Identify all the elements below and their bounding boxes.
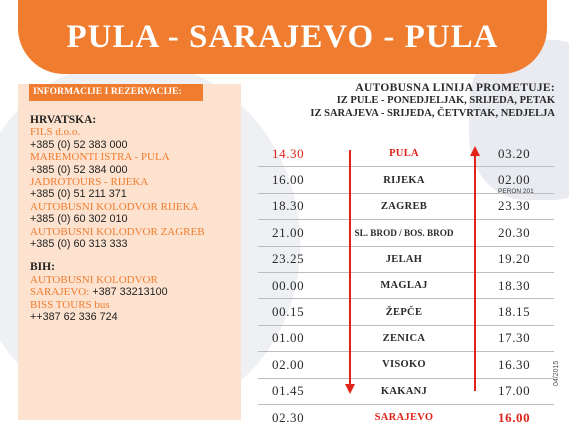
table-row — [258, 220, 554, 246]
departure-time: 23.25 — [272, 251, 305, 267]
outbound-direction-line — [349, 150, 351, 386]
table-row — [258, 141, 554, 167]
return-time: 03.20 — [498, 145, 531, 161]
contact-phone: +385 (0) 60 313 333 — [30, 238, 128, 251]
departure-time: 16.00 — [272, 172, 305, 188]
departure-time: 01.00 — [272, 330, 305, 346]
contact-org: SARAJEVO: — [30, 286, 90, 299]
contact-org: FILS d.o.o. — [30, 126, 81, 139]
contact-phone: +387 33213100 — [92, 286, 168, 299]
timetable — [258, 141, 554, 428]
departure-time: 00.00 — [272, 277, 305, 293]
stop-name: SL. BROD / BOS. BROD — [354, 227, 454, 238]
route-schedule-info — [255, 82, 555, 120]
departure-time: 14.30 — [272, 145, 305, 161]
stop-name: ŽEPČE — [385, 306, 423, 318]
contact-org: MAREMONTI ISTRA - PULA — [30, 151, 170, 164]
return-time: 16.00 — [498, 409, 531, 425]
contact-org: AUTOBUSNI KOLODVOR ZAGREB — [30, 225, 205, 238]
stop-name: SARAJEVO — [374, 412, 434, 424]
table-row — [258, 352, 554, 378]
country-label-croatia: HRVATSKA: — [30, 114, 97, 126]
return-time: 18.30 — [498, 277, 531, 293]
stop-name: ZAGREB — [380, 200, 428, 212]
route-days-from-pula: IZ PULE - PONEDJELJAK, SRIJEDA, PETAK — [336, 95, 555, 106]
return-time: 18.15 — [498, 304, 531, 320]
table-row — [258, 379, 554, 405]
departure-time: 00.15 — [272, 304, 305, 320]
return-time: 02.00 — [498, 172, 531, 188]
contact-org: AUTOBUSNI KOLODVOR — [30, 273, 158, 286]
country-label-bih: BIH: — [30, 261, 55, 274]
stop-name: MAGLAJ — [380, 280, 428, 292]
return-direction-line — [474, 155, 476, 391]
contact-phone: +385 (0) 60 302 010 — [30, 213, 128, 226]
contact-line — [30, 286, 245, 298]
return-time: 16.30 — [498, 356, 531, 372]
contact-phone: ++387 62 336 724 — [30, 311, 118, 324]
table-row — [258, 299, 554, 325]
table-row — [258, 405, 554, 428]
table-row — [258, 273, 554, 299]
return-time: 17.00 — [498, 383, 531, 399]
contact-phone: +385 (0) 52 384 000 — [30, 163, 128, 176]
departure-time: 02.30 — [272, 409, 305, 425]
print-date-stamp: 04/2015 — [553, 360, 560, 386]
return-time: 19.20 — [498, 251, 531, 267]
contacts-list — [30, 114, 245, 324]
contact-org: JADROTOURS - RIJEKA — [30, 176, 149, 189]
info-banner: INFORMACIJE I REZERVACIJE: — [29, 84, 203, 101]
contact-phone: +385 (0) 51 211 371 — [30, 188, 127, 201]
return-time: 23.30 — [498, 198, 531, 214]
stop-name: JELAH — [385, 253, 423, 265]
route-days-from-sarajevo: IZ SARAJEVA - SRIJEDA, ČETVRTAK, NEDJELJA — [310, 108, 555, 119]
contact-org: AUTOBUSNI KOLODVOR RIJEKA — [30, 200, 199, 213]
stop-name: ZENICA — [382, 332, 426, 344]
platform-note: PERON 201 — [498, 187, 534, 195]
contact-org: BISS TOURS bus — [30, 298, 110, 311]
departure-time: 21.00 — [272, 224, 305, 240]
stop-name: VISOKO — [382, 359, 426, 371]
table-row — [258, 326, 554, 352]
return-time: 20.30 — [498, 224, 531, 240]
departure-time: 01.45 — [272, 383, 305, 399]
departure-time: 18.30 — [272, 198, 305, 214]
header-banner — [18, 0, 547, 74]
page-title: PULA - SARAJEVO - PULA — [66, 18, 499, 55]
arrow-up-icon — [470, 146, 480, 156]
return-time: 17.30 — [498, 330, 531, 346]
contact-phone: +385 (0) 52 383 000 — [30, 138, 128, 151]
stop-name: KAKANJ — [380, 385, 428, 397]
stop-name: PULA — [389, 148, 419, 160]
table-row — [258, 187, 554, 220]
stop-name: RIJEKA — [383, 174, 425, 186]
departure-time: 02.00 — [272, 356, 305, 372]
route-heading: AUTOBUSNA LINIJA PROMETUJE: — [355, 82, 555, 94]
arrow-down-icon — [345, 384, 355, 394]
contact-line — [30, 238, 245, 250]
table-row — [258, 247, 554, 273]
